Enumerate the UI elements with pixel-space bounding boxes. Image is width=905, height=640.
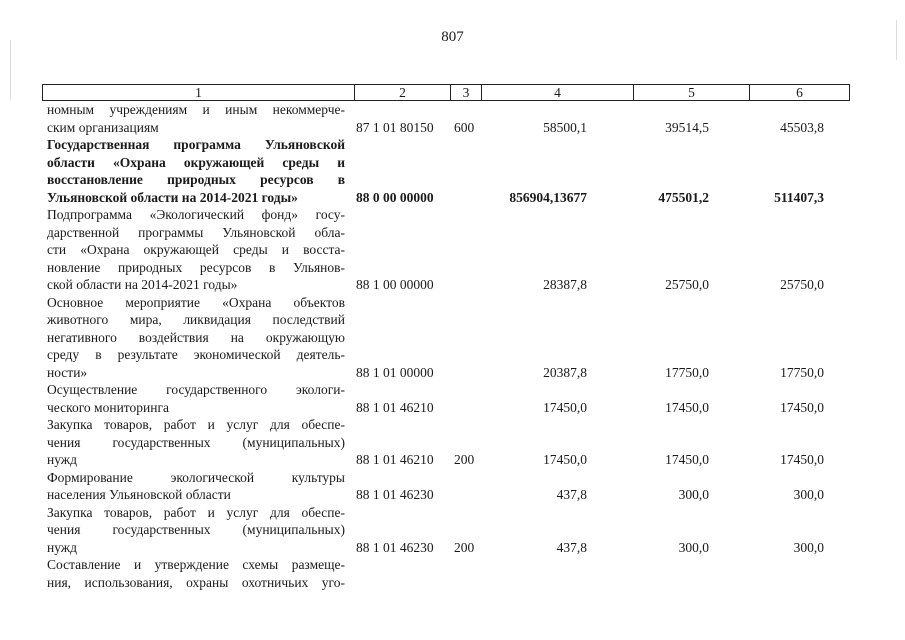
budget-classification-code: 88 1 01 46230 [356,487,434,502]
amount-col-4: 58500,1 [543,119,587,135]
amount-col-5: 25750,0 [665,277,709,292]
amount-col-4: 856904,13677 [509,189,587,205]
amount-col-4: 20387,8 [543,364,587,380]
description-line: ния, использования, охраны охотничьих уго- [47,574,345,590]
row-description [47,416,345,469]
expense-type-code: 600 [454,119,475,135]
description-line: Закупка товаров, работ и услуг для обеспе- [47,504,345,520]
expense-type-code: 200 [454,452,475,467]
amount-col-5: 39514,5 [665,119,709,135]
description-line: ским организациям [47,119,159,135]
scan-margin-mark [10,40,11,100]
table-header-row [42,84,850,101]
budget-classification-code: 88 1 01 46210 [356,452,434,467]
amount-col-4: 17450,0 [543,452,587,467]
amount-col-4: 437,8 [556,539,587,555]
description-line: нужд [47,452,77,467]
amount-col-6: 25750,0 [780,277,824,292]
page-number: 807 [441,29,464,45]
amount-col-5: 300,0 [678,539,709,555]
row-description [47,381,345,416]
row-description [47,101,345,136]
header-col-3: 3 [450,85,481,100]
budget-classification-code: 88 0 00 00000 [356,189,434,205]
description-line: Осуществление государственного экологи- [47,382,345,397]
description-line: Подпрограмма «Экологический фонд» госу- [47,207,345,222]
description-line: Формирование экологической культуры [47,469,345,485]
description-line: ской области на 2014-2021 годы» [47,277,238,292]
row-description [47,556,345,591]
amount-col-6: 17750,0 [780,364,824,380]
description-line: сти «Охрана окружающей среды и восста- [47,242,345,257]
description-line: животного мира, ликвидация последствий [47,312,345,327]
row-description [47,294,345,382]
amount-col-5: 300,0 [678,487,709,502]
amount-col-4: 28387,8 [543,277,587,292]
amount-col-4: 17450,0 [543,399,587,415]
row-description [47,136,345,206]
budget-classification-code: 87 1 01 80150 [356,119,434,135]
description-line: Ульяновской области на 2014-2021 годы» [47,189,298,205]
amount-col-4: 437,8 [556,487,587,502]
header-col-6: 6 [749,85,849,100]
row-description [47,469,345,504]
budget-classification-code: 88 1 01 46230 [356,539,434,555]
description-line: новление природных ресурсов в Ульянов- [47,259,345,275]
row-description [47,504,345,557]
budget-classification-code: 88 1 01 00000 [356,364,434,380]
amount-col-6: 17450,0 [780,399,824,415]
description-line: номным учреждениям и иным некоммерче- [47,102,345,117]
expense-type-code: 200 [454,539,475,555]
description-line: Государственная программа Ульяновской [47,137,345,152]
amount-col-6: 45503,8 [780,119,824,135]
description-line: Составление и утверждение схемы размеще- [47,557,345,572]
description-line: Закупка товаров, работ и услуг для обеспе- [47,417,345,432]
header-col-2: 2 [354,85,450,100]
description-line: ческого мониторинга [47,399,170,415]
amount-col-6: 300,0 [793,487,824,502]
header-col-5: 5 [633,85,749,100]
amount-col-5: 17750,0 [665,364,709,380]
amount-col-6: 17450,0 [780,452,824,467]
row-description [47,206,345,294]
description-line: населения Ульяновской области [47,487,231,502]
description-line: чения государственных (муниципальных) [47,522,345,537]
amount-col-5: 17450,0 [665,399,709,415]
budget-classification-code: 88 1 01 46210 [356,399,434,415]
amount-col-5: 17450,0 [665,452,709,467]
description-line: чения государственных (муниципальных) [47,434,345,450]
amount-col-5: 475501,2 [658,189,709,205]
header-col-4: 4 [481,85,633,100]
description-line: ности» [47,364,88,380]
header-col-1: 1 [195,85,202,100]
description-line: восстановление природных ресурсов в [47,172,345,187]
description-line: области «Охрана окружающей среды и [47,154,345,170]
budget-classification-code: 88 1 00 00000 [356,277,434,292]
description-line: негативного воздействия на окружающую [47,329,345,345]
amount-col-6: 511407,3 [774,189,824,205]
description-line: дарственной программы Ульяновской обла- [47,224,345,240]
description-line: среду в результате экономической деятель- [47,347,345,362]
description-line: Основное мероприятие «Охрана объектов [47,294,345,310]
amount-col-6: 300,0 [793,539,824,555]
description-line: нужд [47,539,77,555]
